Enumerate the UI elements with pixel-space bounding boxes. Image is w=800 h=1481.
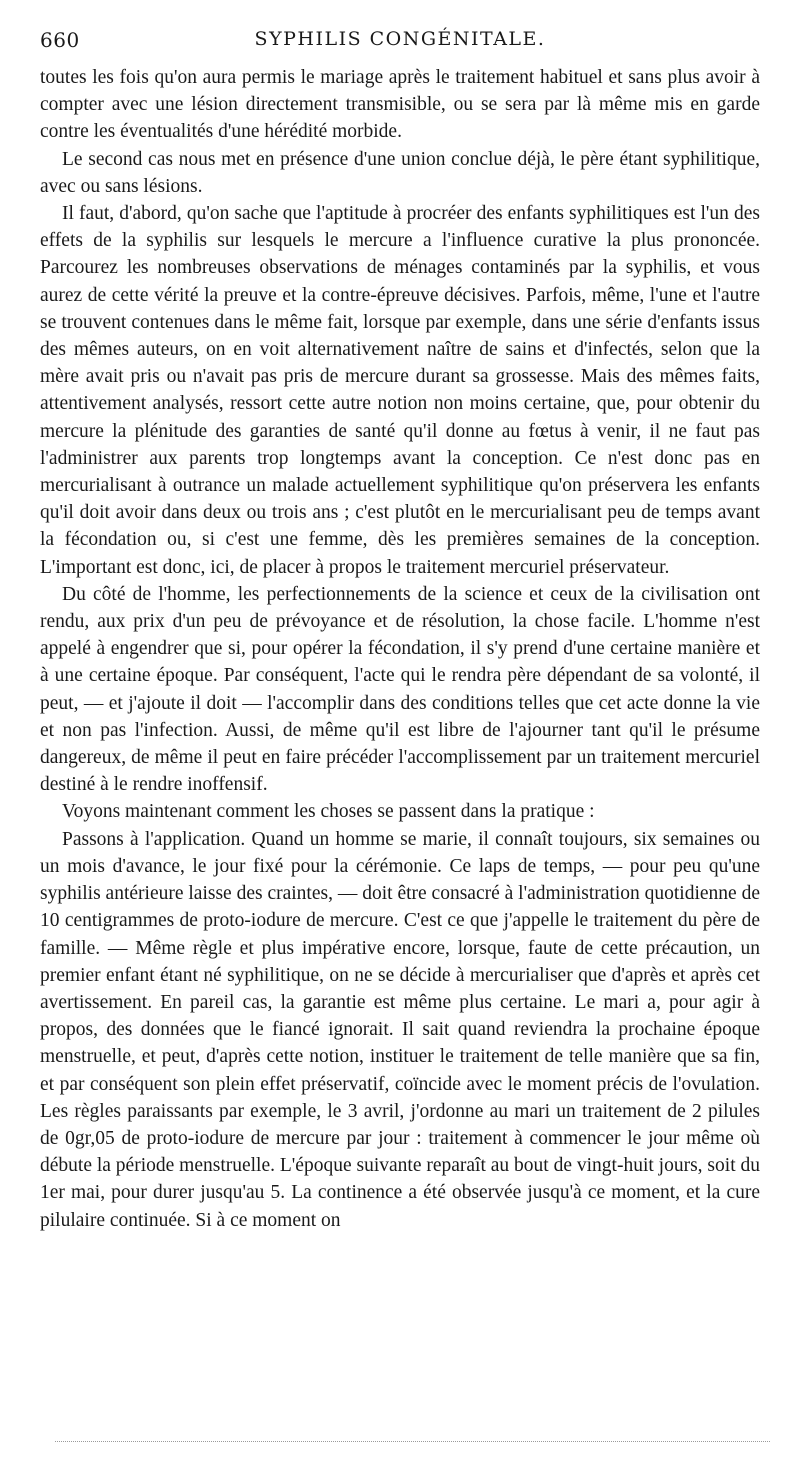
footer-dotted-rule [55,1441,770,1442]
running-head [40,28,760,64]
body-text [40,64,760,1234]
page-number: 660 [40,28,80,52]
paragraph: Voyons maintenant comment les choses se passent dans la pratique : [62,801,595,823]
paragraph: Le second cas nous met en présence d'une union conclue déjà, le père étant syphilitique, avec ou sans lésions. [40,148,760,197]
paragraph: toutes les fois qu'on aura permis le mariage après le traitement habituel et sans plus avoir à compter avec une lésion directement transmisible, ou se sera par là même mis en garde contre les éventualités d'une hérédité morbide. [40,67,760,143]
paragraph: Passons à l'application. Quand un homme se marie, il connaît toujours, six semaines ou un mois d'avance, le jour fixé pour la cérémonie. Ce laps de temps, — pour peu qu'une syphilis antérieure laisse des craintes, — doit être consacré à l'administration quotidienne de 10 centigrammes de proto-iodure de mercure. C'est ce que j'appelle le traitement du père de famille. — Même règle et plus impérative encore, lorsque, faute de cette précaution, un premier enfant étant né syphilitique, on ne se décide à mercurialiser que d'après et après cet avertissement. En pareil cas, la garantie est même plus certaine. Le mari a, pour agir à propos, des données que le fiancé ignorait. Il sait quand reviendra la prochaine époque menstruelle, et peut, d'après cette notion, instituer le traitement de telle manière que sa fin, et par conséquent son plein effet préservatif, coïncide avec le moment précis de l'ovulation. Les règles paraissants par exemple, le 3 avril, j'ordonne au mari un traitement de 2 pilules de 0gr,05 de proto-iodure de mercure par jour : traitement à commencer le jour même où débute la période menstruelle. L'époque suivante reparaît au bout de vingt-huit jours, soit du 1er mai, pour durer jusqu'au 5. La continence a été observée jusqu'à ce moment, et la cure pilulaire continuée. Si à ce moment on [40,828,760,1231]
paragraph: Du côté de l'homme, les perfectionnements de la science et ceux de la civilisation ont rendu, aux prix d'un peu de prévoyance et de résolution, la chose facile. L'homme n'est appelé à engendrer que si, pour opérer la fécondation, il s'y prend d'une certaine manière et à une certaine époque. Par conséquent, l'acte qui le rendra père dépendant de sa volonté, il peut, — et j'ajoute il doit — l'accomplir dans des conditions telles que cet acte donne la vie et non pas l'infection. Aussi, de même qu'il est libre de l'ajourner tant qu'il le présume dangereux, de même il peut en faire précéder l'accomplissement par un traitement mercuriel destiné à le rendre inoffensif. [40,583,760,796]
running-title: SYPHILIS CONGÉNITALE. [254,28,546,50]
paragraph: Il faut, d'abord, qu'on sache que l'aptitude à procréer des enfants syphilitiques est l'un des effets de la syphilis sur lesquels le mercure a l'influence curative la plus prononcée. Parcourez les nombreuses observations de ménages contaminés par la syphilis, et vous aurez de cette vérité la preuve et la contre-épreuve décisives. Parfois, même, l'une et l'autre se trouvent contenues dans le même fait, lorsque par exemple, dans une série d'enfants issus des mêmes auteurs, on en voit alternativement naître de sains et d'infectés, selon que la mère avait pris ou n'avait pas pris de mercure durant sa grossesse. Mais des mêmes faits, attentivement analysés, ressort cette autre notion non moins certaine, que, pour obtenir du mercure la plénitude des garanties de santé qu'il donne au fœtus à venir, il ne faut pas l'administrer aux parents trop longtemps avant la conception. Ce n'est donc pas en mercurialisant à outrance un malade actuellement syphilitique qu'on préservera les enfants qu'il doit avoir dans deux ou trois ans ; c'est plutôt en le mercurialisant peu de temps avant la fécondation ou, si c'est une femme, dès les premières semaines de la conception. L'important est donc, ici, de placer à propos le traitement mercuriel préservateur. [40,203,760,578]
